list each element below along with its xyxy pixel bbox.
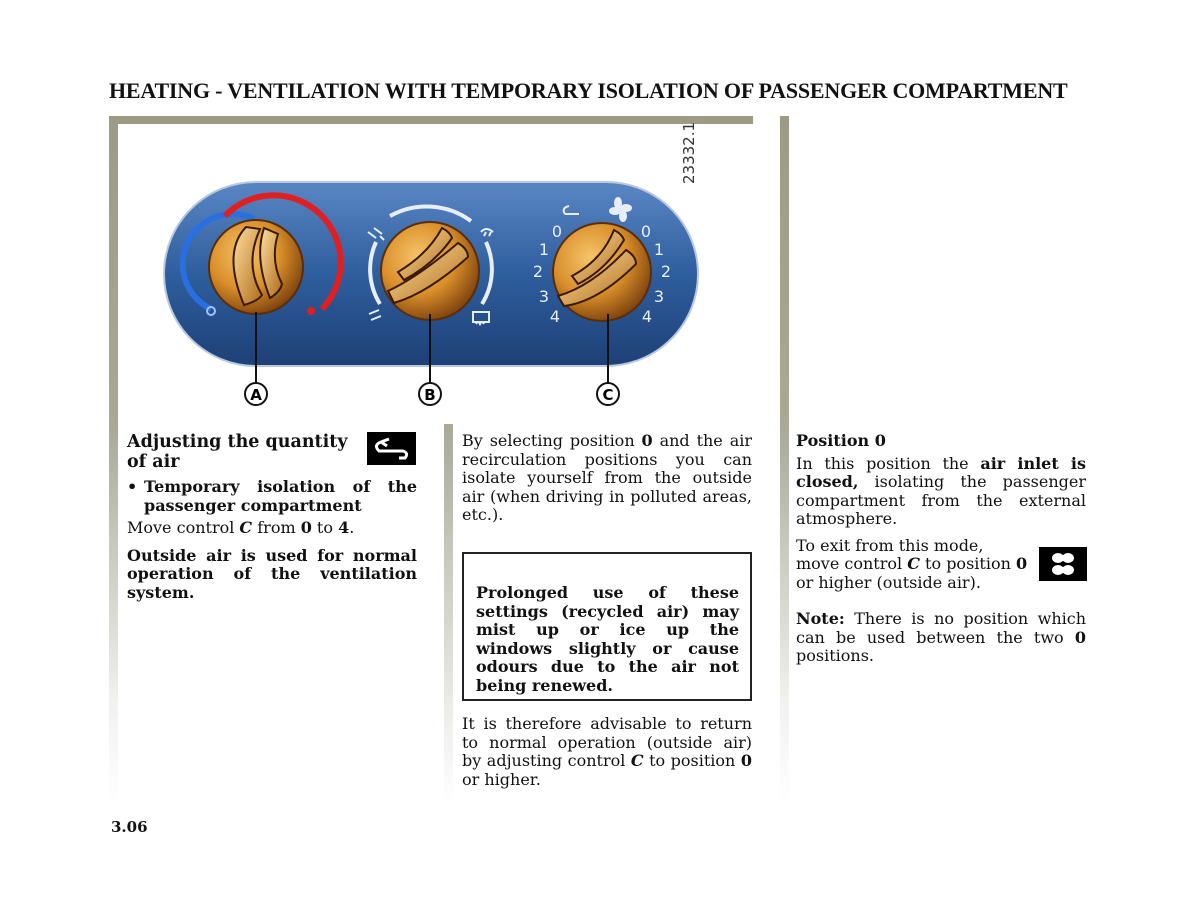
fan-scale-right-0: 0 (640, 222, 652, 241)
figure-rule-top (109, 116, 753, 124)
callout-c (597, 383, 619, 405)
page-title: HEATING - VENTILATION WITH TEMPORARY ISOLATION OF PASSENGER COMPARTMENT (109, 78, 1068, 103)
exit-mode-text: To exit from this mode, move control C to position 0 or higher (outside air). (796, 535, 1028, 592)
knob-a[interactable] (209, 220, 303, 314)
column-3 (796, 432, 1086, 666)
fan-scale-left-1: 1 (538, 240, 550, 259)
fan-scale-left-3: 3 (538, 287, 550, 306)
section-heading: Adjusting the quantity of air (127, 432, 348, 472)
position-0-paragraph: In this position the air inlet is closed, isolating the passenger compartment from the external atmosphere. (796, 453, 1086, 528)
fan-scale-right-3: 3 (653, 287, 665, 306)
column-rule-left (109, 116, 118, 806)
hot-dot (307, 307, 315, 315)
note-paragraph: Note: There is no position which can be used between the two 0 positions. (796, 609, 1086, 665)
bullet-marker: • (127, 477, 138, 496)
position-heading: Position 0 (796, 431, 886, 450)
fan-scale-left-4: 4 (549, 307, 561, 326)
advice-paragraph: It is therefore advisable to return to normal operation (outside air) by adjusting control C to position 0 or higher. (462, 714, 752, 789)
fan-scale-right-2: 2 (660, 262, 672, 281)
figure-reference: 23332.1 (680, 121, 698, 184)
heater-control-figure (118, 121, 780, 424)
fan-scale-right-4: 4 (641, 307, 653, 326)
callout-b (419, 383, 441, 405)
bullet-text: Temporary isolation of the passenger compartment (144, 477, 417, 515)
column-2-advice (462, 715, 752, 789)
knob-c[interactable] (553, 223, 651, 321)
warning-box: Prolonged use of these settings (recycled air) may mist up or ice up the windows slightly or cause odours due to the air not being renewed. (462, 552, 752, 701)
fan-icon (1039, 547, 1087, 581)
column-2-intro (462, 432, 752, 525)
fan-glyph (1039, 547, 1087, 581)
recirculation-paragraph: By selecting position 0 and the air recirculation positions you can isolate yourself from the outside air (when driving in polluted areas, etc.). (462, 431, 752, 524)
fan-scale-left-2: 2 (532, 262, 544, 281)
callout-a-label: A (250, 386, 262, 404)
callout-c-label: C (602, 386, 614, 404)
column-rule-middle (444, 424, 453, 804)
column-rule-right (780, 116, 789, 806)
callout-a (245, 383, 267, 405)
bullet-item (127, 478, 417, 515)
move-control-text: Move control C from 0 to 4. (127, 518, 355, 537)
callout-b-label: B (424, 386, 436, 404)
recirculation-icon (367, 432, 416, 465)
knob-b[interactable] (381, 222, 479, 320)
recirculation-glyph (367, 432, 416, 465)
fan-scale-left-0: 0 (551, 222, 563, 241)
column-1 (127, 432, 417, 602)
outside-air-text: Outside air is used for normal operation of the ventilation system. (127, 545, 417, 602)
fan-scale-right-1: 1 (653, 240, 665, 259)
page-number: 3.06 (111, 818, 148, 836)
